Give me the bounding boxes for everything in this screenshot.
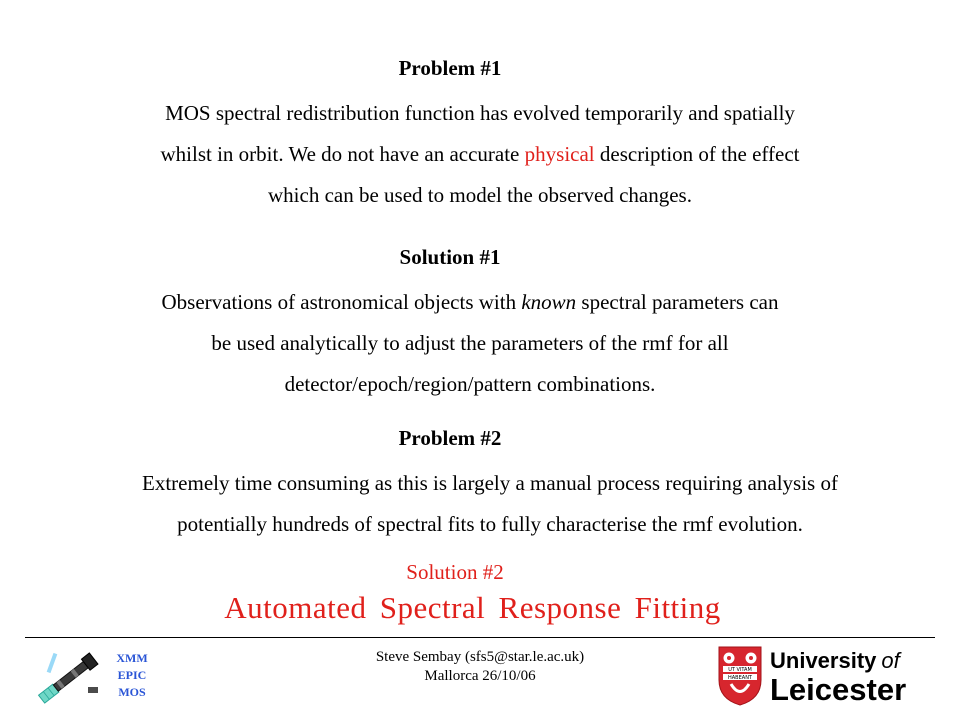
logo-university-text xyxy=(770,648,903,673)
problem-1-heading: Problem #1 xyxy=(398,56,502,80)
problem-2-text xyxy=(20,463,960,545)
logo-of-word: of xyxy=(881,648,900,673)
mission-label-mos: MOS xyxy=(118,685,146,699)
mission-label-xmm: XMM xyxy=(116,651,148,665)
university-of-leicester-logo xyxy=(716,644,941,706)
solution-1-line-1-start: Observations of astronomical objects with xyxy=(161,290,522,314)
problem-2-line-1: Extremely time consuming as this is largely a manual process requiring analysis of xyxy=(142,471,838,495)
solution-1-line-3: detector/epoch/region/pattern combinations. xyxy=(284,372,656,396)
solution-1-heading: Solution #1 xyxy=(399,245,501,269)
problem-1-line-1: MOS spectral redistribution function has evolved temporarily and spatially xyxy=(165,101,795,125)
footer-venue: Mallorca 26/10/06 xyxy=(424,668,536,684)
problem-2-heading: Problem #2 xyxy=(398,426,502,450)
crest-banner-1: UT VITAM xyxy=(728,666,752,673)
footer-credit xyxy=(330,648,630,686)
physical-highlight: physical xyxy=(524,142,595,166)
problem-1-line-2-end: description of the effect xyxy=(594,142,800,166)
crest-banner-2: HABEANT xyxy=(728,674,752,681)
problem-2-line-2: potentially hundreds of spectral fits to fully characterise the rmf evolution. xyxy=(177,512,803,536)
problem-1-line-3: which can be used to model the observed changes. xyxy=(268,183,692,207)
solution-1-line-1 xyxy=(40,282,900,323)
problem-1-line-2-start: whilst in orbit. We do not have an accurate xyxy=(160,142,525,166)
solution-2-heading: Solution #2 xyxy=(406,560,504,584)
solution-1-text xyxy=(40,282,900,405)
mission-label xyxy=(104,650,160,701)
problem-1-line-2 xyxy=(60,134,900,175)
crest-icon xyxy=(719,647,761,705)
mission-label-epic: EPIC xyxy=(117,668,147,682)
xmm-satellite-icon xyxy=(30,645,110,710)
problem-1-text xyxy=(60,93,900,216)
solution-1-line-2: be used analytically to adjust the parameters of the rmf for all xyxy=(211,331,729,355)
automated-fitting-title: Automated Spectral Response Fitting xyxy=(224,590,721,625)
footer-author: Steve Sembay (sfs5@star.le.ac.uk) xyxy=(375,649,585,665)
known-emphasis: known xyxy=(521,290,577,314)
footer-divider xyxy=(25,637,935,638)
solution-1-line-1-end: spectral parameters can xyxy=(576,290,779,314)
logo-university-word: University xyxy=(770,648,877,673)
logo-leicester-text: Leicester xyxy=(770,672,907,706)
